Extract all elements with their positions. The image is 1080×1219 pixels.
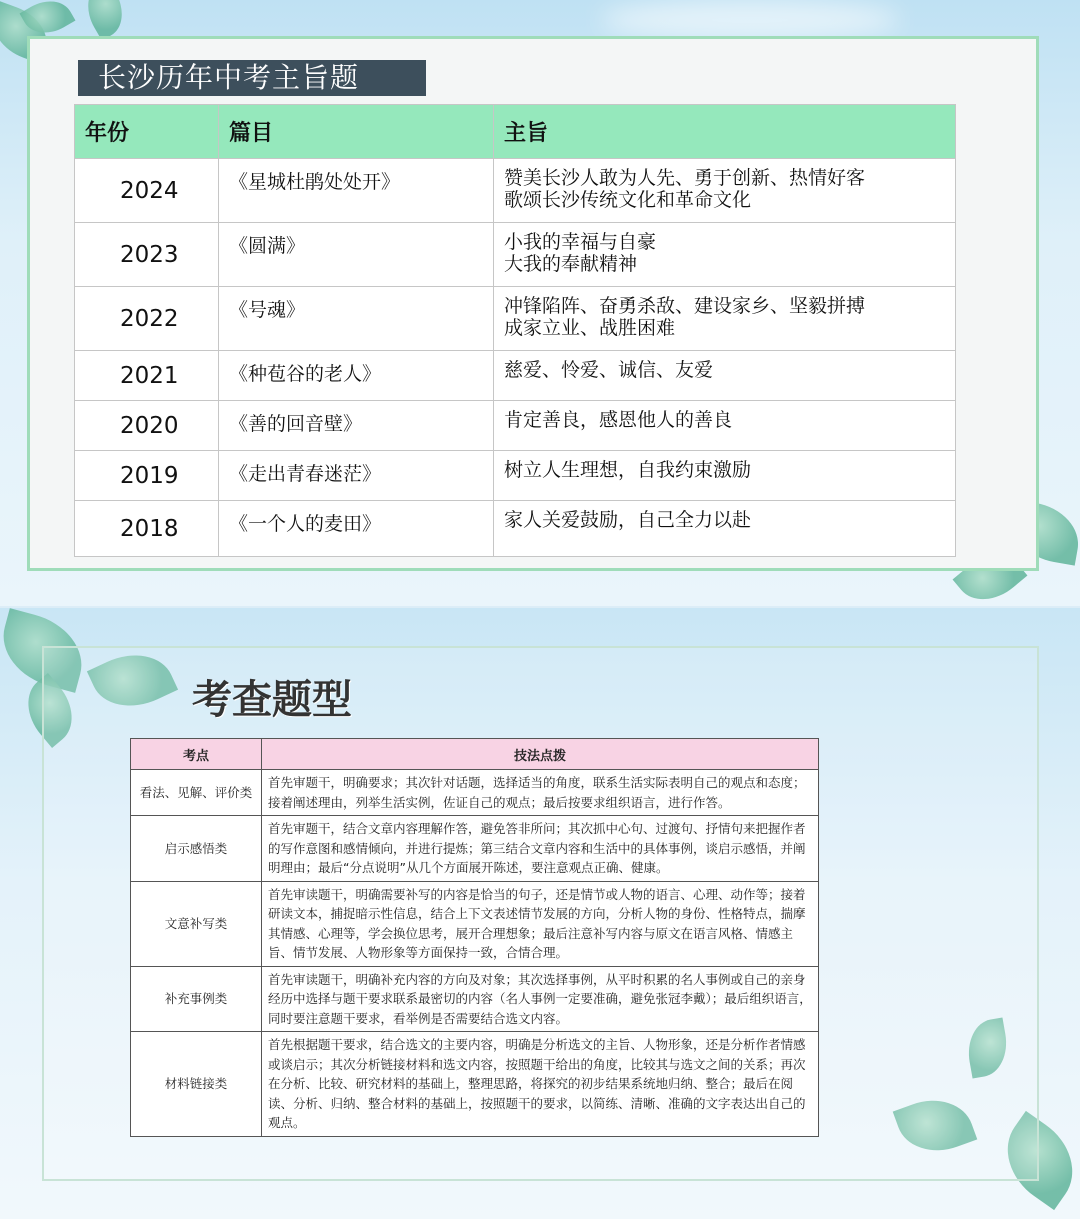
- article-title-cell: 《善的回音壁》: [219, 401, 494, 451]
- year-cell: 2022: [75, 287, 219, 351]
- column-header-title: 篇目: [219, 105, 494, 159]
- table-header-row: [75, 105, 956, 159]
- table-header-row: [131, 739, 819, 770]
- leaf-decoration: [77, 0, 133, 41]
- table-row: [75, 159, 956, 223]
- year-cell: 2024: [75, 159, 219, 223]
- exam-theme-table: [74, 104, 956, 557]
- theme-line: 大我的奉献精神: [504, 253, 638, 275]
- article-title-cell: 《种苞谷的老人》: [219, 351, 494, 401]
- article-title-cell: 《走出青春迷茫》: [219, 451, 494, 501]
- theme-cell: [494, 401, 956, 451]
- theme-cell: [494, 451, 956, 501]
- table-row: [131, 1032, 819, 1137]
- theme-line: 赞美长沙人敢为人先、勇于创新、热情好客: [504, 167, 866, 189]
- table-row: [75, 287, 956, 351]
- table-row: [131, 966, 819, 1032]
- exam-point-cell: 材料链接类: [131, 1032, 262, 1137]
- theme-cell: [494, 159, 956, 223]
- table-row: [75, 451, 956, 501]
- theme-line: 家人关爱鼓励，自己全力以赴: [504, 509, 752, 531]
- question-type-table: [130, 738, 819, 1137]
- theme-cell: [494, 351, 956, 401]
- slide-title: 长沙历年中考主旨题: [78, 60, 426, 96]
- table-row: [75, 223, 956, 287]
- theme-line: 慈爱、怜爱、诚信、友爱: [504, 359, 714, 381]
- technique-cell: 首先审题干，明确要求；其次针对话题，选择适当的角度，联系生活实际表明自己的观点和态度；接着阐述理由，列举生活实例，佐证自己的观点；最后按要求组织语言，进行作答。: [262, 770, 819, 816]
- column-header-tips: 技法点拨: [262, 739, 819, 770]
- theme-cell: [494, 223, 956, 287]
- year-cell: 2023: [75, 223, 219, 287]
- exam-point-cell: 补充事例类: [131, 966, 262, 1032]
- theme-cell: [494, 501, 956, 557]
- technique-cell: 首先审题干，结合文章内容理解作答，避免答非所问；其次抓中心句、过渡句、抒情句来把握作者的写作意图和感情倾向，并进行提炼；第三结合文章内容和生活中的具体事例，谈启示感悟，并阐明理由；最后“分点说明”从几个方面展开陈述，要注意观点正确、健康。: [262, 816, 819, 882]
- article-title-cell: 《圆满》: [219, 223, 494, 287]
- article-title-cell: 《一个人的麦田》: [219, 501, 494, 557]
- theme-line: 冲锋陷阵、奋勇杀敌、建设家乡、坚毅拼搏: [504, 295, 866, 317]
- technique-cell: 首先审读题干，明确需要补写的内容是恰当的句子，还是情节或人物的语言、心理、动作等；接着研读文本，捕捉暗示性信息，结合上下文表述情节发展的方向，分析人物的身份、性格特点，揣摩其情感、心理等，学会换位思考，展开合理想象；最后注意补写内容与原文在语言风格、情感主旨、情节发展、人物形象等方面保持一致，合情合理。: [262, 881, 819, 966]
- theme-line: 成家立业、战胜困难: [504, 317, 676, 339]
- technique-cell: 首先审读题干，明确补充内容的方向及对象；其次选择事例，从平时积累的名人事例或自己的亲身经历中选择与题干要求联系最密切的内容（名人事例一定要准确，避免张冠李戴）；最后组织语言，同时要注意题干要求，看举例是否需要结合选文内容。: [262, 966, 819, 1032]
- cloud-decoration: [600, 0, 900, 40]
- slide-title: 考查题型: [192, 677, 352, 723]
- theme-cell: [494, 287, 956, 351]
- exam-point-cell: 看法、见解、评价类: [131, 770, 262, 816]
- table-row: [75, 501, 956, 557]
- theme-line: 歌颂长沙传统文化和革命文化: [504, 189, 752, 211]
- table-row: [131, 770, 819, 816]
- year-cell: 2021: [75, 351, 219, 401]
- table-row: [131, 881, 819, 966]
- column-header-theme: 主旨: [494, 105, 956, 159]
- theme-line: 树立人生理想，自我约束激励: [504, 459, 752, 481]
- table-row: [131, 816, 819, 882]
- technique-cell: 首先根据题干要求，结合选文的主要内容，明确是分析选文的主旨、人物形象，还是分析作者情感或谈启示；其次分析链接材料和选文内容，按照题干给出的角度，比较其与选文之间的关系；再次在分析、比较、研究材料的基础上，整理思路，将探究的初步结果系统地归纳、整合；最后在阅读、分析、归纳、整合材料的基础上，按照题干的要求，以简练、清晰、准确的文字表达出自己的观点。: [262, 1032, 819, 1137]
- table-row: [75, 401, 956, 451]
- theme-line: 肯定善良，感恩他人的善良: [504, 409, 733, 431]
- year-cell: 2019: [75, 451, 219, 501]
- table-row: [75, 351, 956, 401]
- theme-line: 小我的幸福与自豪: [504, 231, 657, 253]
- exam-point-cell: 启示感悟类: [131, 816, 262, 882]
- exam-point-cell: 文意补写类: [131, 881, 262, 966]
- year-cell: 2020: [75, 401, 219, 451]
- article-title-cell: 《星城杜鹃处处开》: [219, 159, 494, 223]
- year-cell: 2018: [75, 501, 219, 557]
- article-title-cell: 《号魂》: [219, 287, 494, 351]
- column-header-point: 考点: [131, 739, 262, 770]
- column-header-year: 年份: [75, 105, 219, 159]
